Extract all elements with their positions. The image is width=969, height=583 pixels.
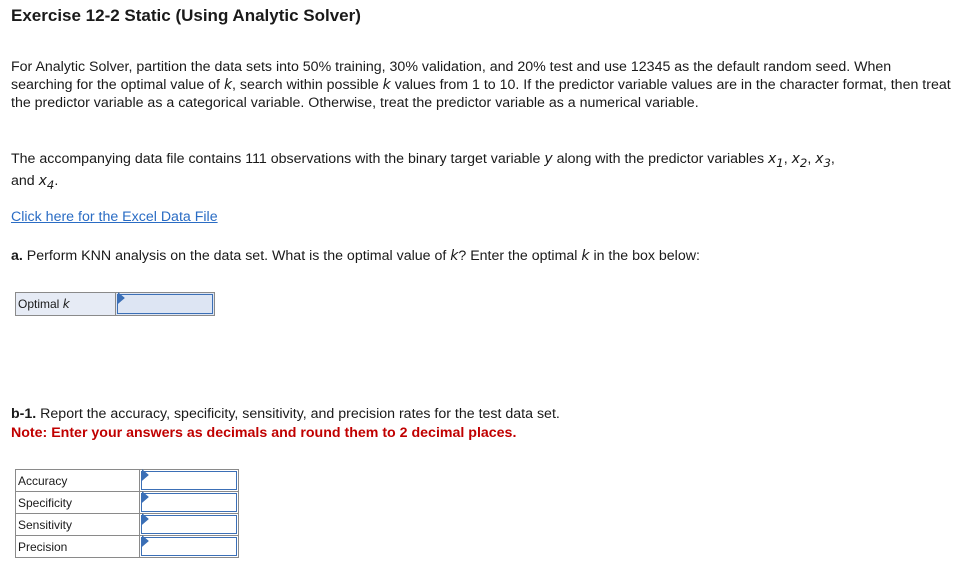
data-description-and: and [11, 172, 39, 189]
optimal-k-label: Optimal k [16, 293, 116, 316]
question-b1 [11, 405, 956, 423]
sensitivity-input[interactable] [141, 515, 237, 534]
var-y: y [544, 151, 553, 167]
question-a-label: a. [11, 248, 23, 264]
instructions-line2-post: values from 1 to 10. If the predictor variable values are in the character format, then treat the predictor variable as a categorical variable. Otherwise, treat the predictor variable as a numerical variable. [11, 77, 951, 111]
precision-label: Precision [16, 536, 140, 558]
question-a-text-mid: ? Enter the optimal [458, 248, 582, 264]
question-a-text-post: in the box below: [589, 248, 700, 264]
table-row [16, 492, 239, 514]
data-description-paragraph [11, 150, 956, 194]
excel-data-file-link[interactable]: Click here for the Excel Data File [11, 209, 218, 225]
sensitivity-label: Sensitivity [16, 514, 140, 536]
var-k: k [581, 248, 590, 264]
specificity-label: Specificity [16, 492, 140, 514]
var-x4: $x_4$ [38, 172, 55, 192]
var-x2: $x_2$ [791, 151, 808, 170]
instructions-line2-mid: , search within possible [232, 77, 383, 93]
specificity-cell [140, 492, 239, 514]
separator: , [807, 151, 816, 167]
optimal-k-table [15, 292, 215, 316]
optimal-k-cell [116, 293, 215, 316]
data-description-pre: The accompanying data file contains 111 observations with the binary target variable [11, 151, 545, 167]
precision-input[interactable] [141, 537, 237, 556]
var-x3: $x_3$ [815, 151, 831, 170]
question-a [11, 247, 956, 265]
rounding-note: Note: Enter your answers as decimals and round them to 2 decimal places. [11, 425, 517, 441]
separator: , [830, 151, 835, 167]
var-x1: $x_1$ [767, 151, 784, 170]
rates-table [15, 469, 239, 558]
accuracy-cell [140, 470, 239, 492]
accuracy-label: Accuracy [16, 470, 140, 492]
page-title: Exercise 12-2 Static (Using Analytic Solver) [11, 6, 361, 25]
question-b1-label: b-1. [11, 406, 37, 422]
question-b1-text: Report the accuracy, specificity, sensitivity, and precision rates for the test data set. [36, 406, 560, 422]
instructions-paragraph [11, 58, 956, 112]
var-k: k [223, 77, 233, 93]
table-row [16, 470, 239, 492]
table-row [16, 536, 239, 558]
question-a-text-pre: Perform KNN analysis on the data set. What is the optimal value of [22, 248, 451, 264]
separator: , [783, 151, 792, 167]
table-row [16, 514, 239, 536]
precision-cell [140, 536, 239, 558]
instructions-line2-pre: When searching for the optimal value of [11, 59, 892, 93]
specificity-input[interactable] [141, 493, 237, 512]
data-description-mid: along with the predictor variables [552, 151, 768, 167]
link-row [11, 208, 956, 226]
sensitivity-cell [140, 514, 239, 536]
table-row [16, 293, 215, 316]
var-k: k [450, 248, 459, 264]
instructions-line1: For Analytic Solver, partition the data sets into 50% training, 30% validation, and 20% test and use 12345 as the default random seed. [11, 59, 851, 75]
period: . [54, 172, 59, 189]
accuracy-input[interactable] [141, 471, 237, 490]
optimal-k-input[interactable] [117, 294, 213, 314]
var-k: k [382, 77, 391, 93]
